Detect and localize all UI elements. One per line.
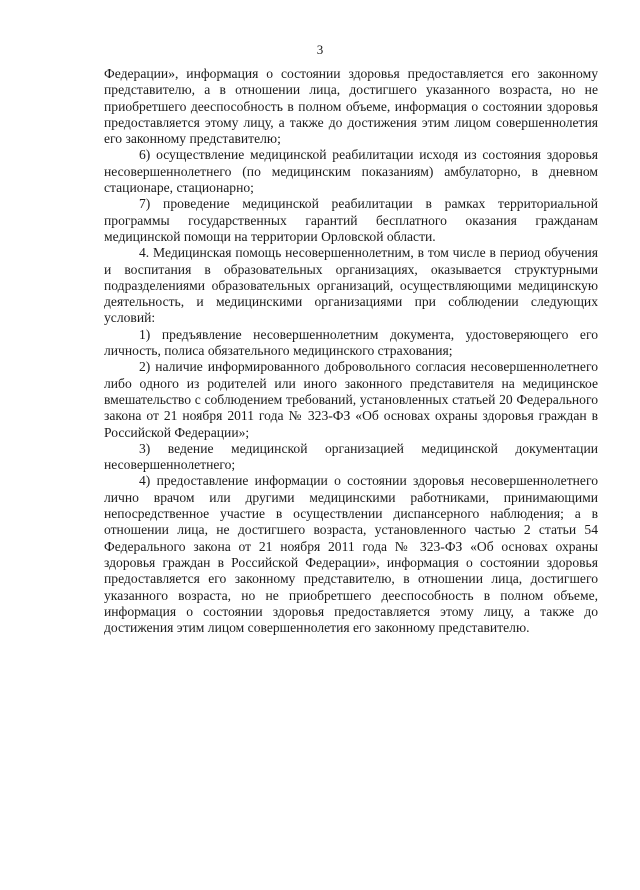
paragraph-item-6: 6) осуществление медицинской реабилитации исходя из состояния здоровья несовершеннолетнего (по медицинским показаниям) амбулаторно, в дневном стационаре, стационарно; bbox=[104, 147, 598, 196]
paragraph-condition-3: 3) ведение медицинской организацией медицинской документации несовершеннолетнего; bbox=[104, 440, 598, 473]
page-number: 3 bbox=[316, 42, 324, 57]
document-body bbox=[104, 66, 598, 636]
paragraph-section-4: 4. Медицинская помощь несовершеннолетним, в том числе в период обучения и воспитания в образовательных организациях, оказывается структурными подразделениями образовательных организаций, осуществляющими медицинскую деятельность, и медицинскими организациями при соблюдении следующих условий: bbox=[104, 245, 598, 326]
paragraph-condition-1: 1) предъявление несовершеннолетним документа, удостоверяющего его личность, полиса обязательного медицинского страхования; bbox=[104, 326, 598, 359]
paragraph-condition-4: 4) предоставление информации о состоянии здоровья несовершеннолетнего лично врачом или другими медицинскими работниками, принимающими непосредственное участие в осуществлении диспансерного наблюдения; а в отношении лица, не достигшего возраста, установленного частью 2 статьи 54 Федерального закона от 21 ноября 2011 года № 323-ФЗ «Об основах охраны здоровья граждан в Российской Федерации», информация о состоянии здоровья предоставляется его законному представителю, в отношении лица, достигшего указанного возраста, но не приобретшего дееспособность в полном объеме, информация о состоянии здоровья предоставляется этому лицу, а также до достижения этим лицом совершеннолетия его законному представителю. bbox=[104, 473, 598, 636]
paragraph-continuation: Федерации», информация о состоянии здоровья предоставляется его законному представителю, а в отношении лица, достигшего указанного возраста, но не приобретшего дееспособность в полном объеме, информация о состоянии здоровья предоставляется этому лицу, а также до достижения этим лицом совершеннолетия его законному представителю; bbox=[104, 66, 598, 147]
paragraph-condition-2: 2) наличие информированного добровольного согласия несовершеннолетнего либо одного из родителей или иного законного представителя на медицинское вмешательство с соблюдением требований, установленных статьей 20 Федерального закона от 21 ноября 2011 года № 323-ФЗ «Об основах охраны здоровья граждан в Российской Федерации»; bbox=[104, 359, 598, 440]
paragraph-item-7: 7) проведение медицинской реабилитации в рамках территориальной программы государственных гарантий бесплатного оказания гражданам медицинской помощи на территории Орловской области. bbox=[104, 196, 598, 244]
